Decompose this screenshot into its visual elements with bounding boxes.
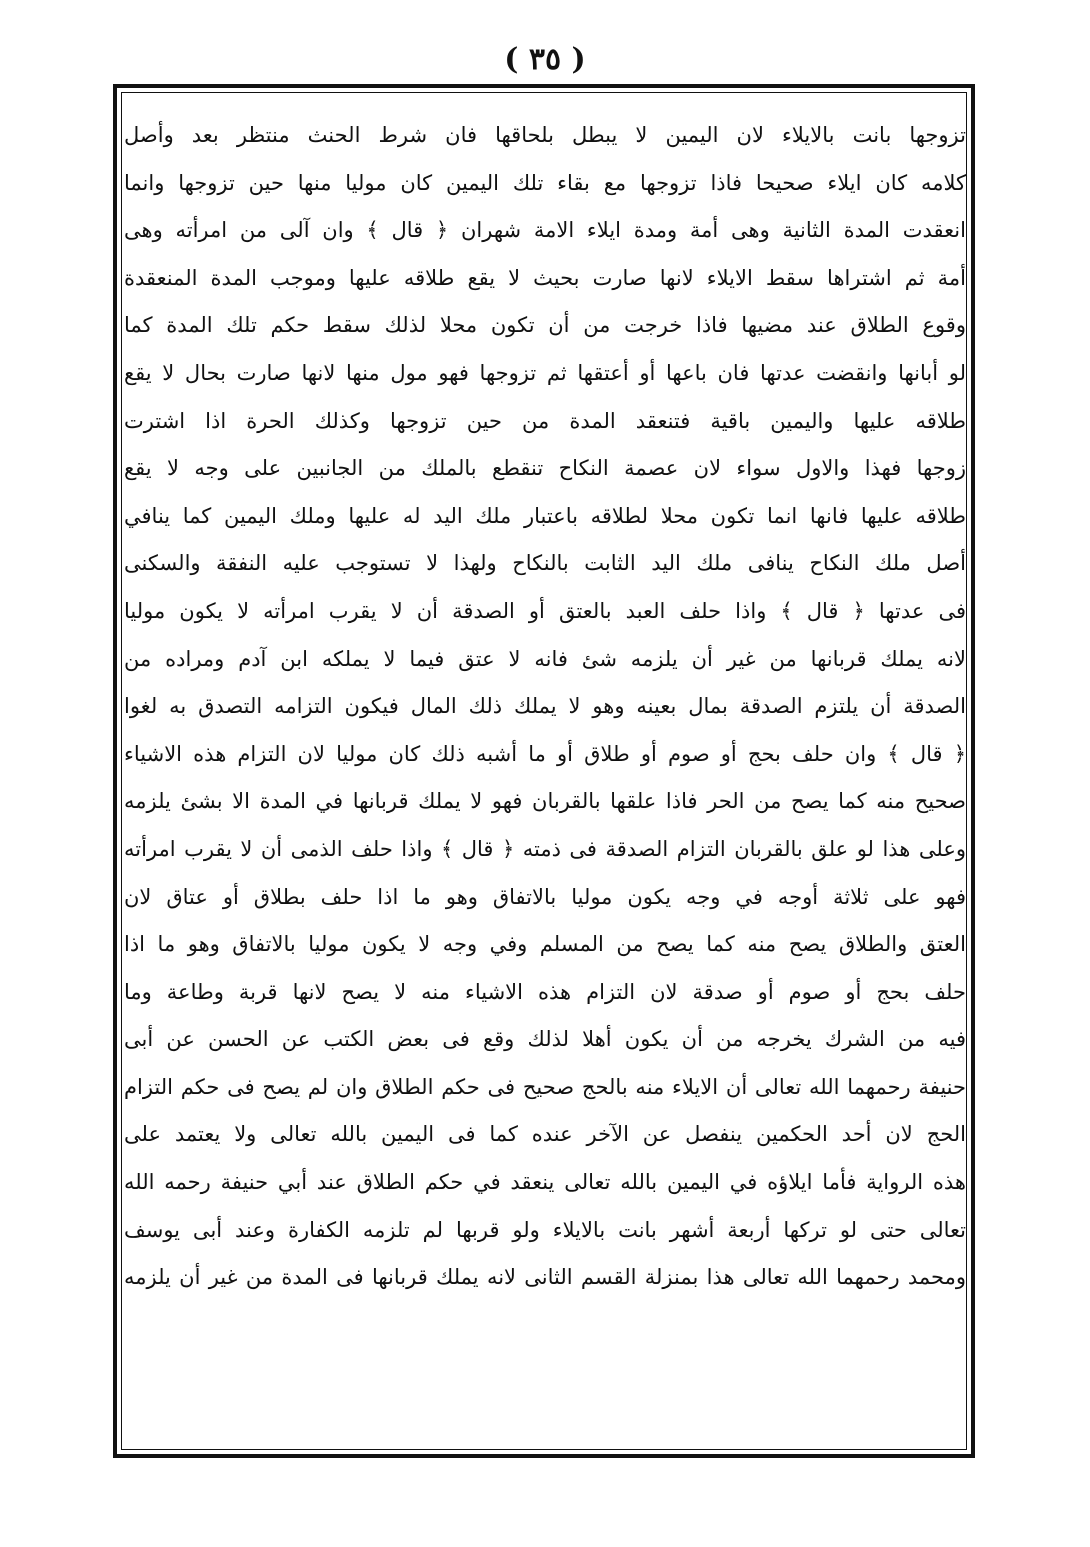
text-line: فى عدتها ﴿ قال ﴾ واذا حلف العبد بالعتق أو الصدقة أن لا يقرب امرأته لا يكون موليا [124, 598, 966, 623]
text-line: حنيفة رحمهما الله تعالى أن الايلاء منه بالحج صحيح فى حكم الطلاق وان لم يصح فى حكم التزام [124, 1074, 966, 1099]
text-line: أمة ثم اشتراها سقط الايلاء لانها صارت بحيث لا يقع طلاقه عليها وموجب المدة المنعقدة [124, 265, 966, 290]
text-line: لو أبانها وانقضت عدتها فان باعها أو أعتقها ثم تزوجها فهو مول منها لانها صارت بحال لا يقع [124, 360, 966, 385]
text-line: العتق والطلاق يصح منه كما يصح من المسلم وفي وجه لا يكون موليا بالاتفاق وهو ما اذا [124, 932, 966, 957]
text-line: ومحمد رحمهما الله تعالى هذا بمنزلة القسم الثانى لانه يملك قربانها فى المدة من غير أن يلزمه [124, 1265, 966, 1290]
text-line: الصدقة أن يلتزم الصدقة بمال بعينه وهو لا يملك ذلك المال فيكون التزامه التصدق به لغوا [124, 694, 966, 719]
text-line: أصل ملك النكاح ينافى ملك اليد الثابت بالنكاح ولهذا لا تستوجب عليه النفقة والسكنى [124, 551, 966, 576]
text-line: حلف بحج أو صوم أو صدقة لان التزام هذه الاشياء منه لا يصح لانها قربة وطاعة وما [124, 979, 966, 1004]
text-line: تزوجها بانت بالايلاء لان اليمين لا يبطل بلحاقها فان شرط الحنث منتظر بعد وأصل [124, 123, 966, 147]
text-line: هذه الرواية فأما ايلاؤه في اليمين بالله تعالى ينعقد في حكم الطلاق عند أبي حنيفة رحمه الله [124, 1170, 966, 1195]
text-line: تعالى حتى لو تركها أربعة أشهر بانت بالايلاء ولو قربها لم تلزمه الكفارة وعند أبى يوسف [124, 1217, 966, 1242]
text-line: فيه من الشرك يخرجه من أن يكون أهلا لذلك وقع فى بعض الكتب عن الحسن عن أبى [124, 1027, 966, 1052]
text-line: كلامه كان ايلاء صحيحا فاذا تزوجها مع بقاء تلك اليمين كان موليا منها حين تزوجها وانما [124, 170, 966, 195]
page-number: ( ٣٥ ) [504, 42, 586, 77]
text-line: الحج لان أحد الحكمين ينفصل عن الآخر عنده كما فى اليمين بالله تعالى ولا يعتمد على [124, 1122, 966, 1147]
text-line: انعقدت المدة الثانية وهى أمة ومدة ايلاء الامة شهران ﴿ قال ﴾ وان آلى من امرأته وهى [124, 218, 966, 243]
text-line: وقوع الطلاق عند مضيها فاذا خرجت من أن تكون محلا لذلك سقط حكم تلك المدة كما [124, 313, 966, 338]
text-line: لانه يملك قربانها من غير أن يلزمه شئ فانه لا عتق فيما لا يملكه ابن آدم ومراده من [124, 646, 966, 671]
text-line: صحيح منه كما يصح من الحر فاذا علقها بالقربان فهو لا يملك قربانها في المدة الا بشئ يلزمه [124, 789, 966, 814]
body-text [124, 112, 966, 1302]
text-line: زوجها فهذا والاول سواء لان عصمة النكاح تنقطع بالملك من الجانبين على وجه لا يقع [124, 456, 966, 481]
text-line: طلاقه عليها واليمين باقية فتنعقد المدة من حين تزوجها وكذلك الحرة اذا اشترت [124, 408, 966, 433]
text-line: طلاقه عليها فانها انما تكون محلا لطلاقه باعتبار ملك اليد له عليها وملك اليمين كما ينافي [124, 503, 966, 528]
text-line: وعلى هذا لو علق بالقربان التزام الصدقة فى ذمته ﴿ قال ﴾ واذا حلف الذمى أن لا يقرب امرأته [124, 836, 966, 861]
text-line: ﴿ قال ﴾ وان حلف بحج أو صوم أو طلاق أو ما أشبه ذلك كان موليا لان التزام هذه الاشياء [124, 741, 966, 766]
text-line: فهو على ثلاثة أوجه في وجه يكون موليا بالاتفاق وهو ما اذا حلف بطلاق أو عتاق لان [124, 884, 966, 909]
